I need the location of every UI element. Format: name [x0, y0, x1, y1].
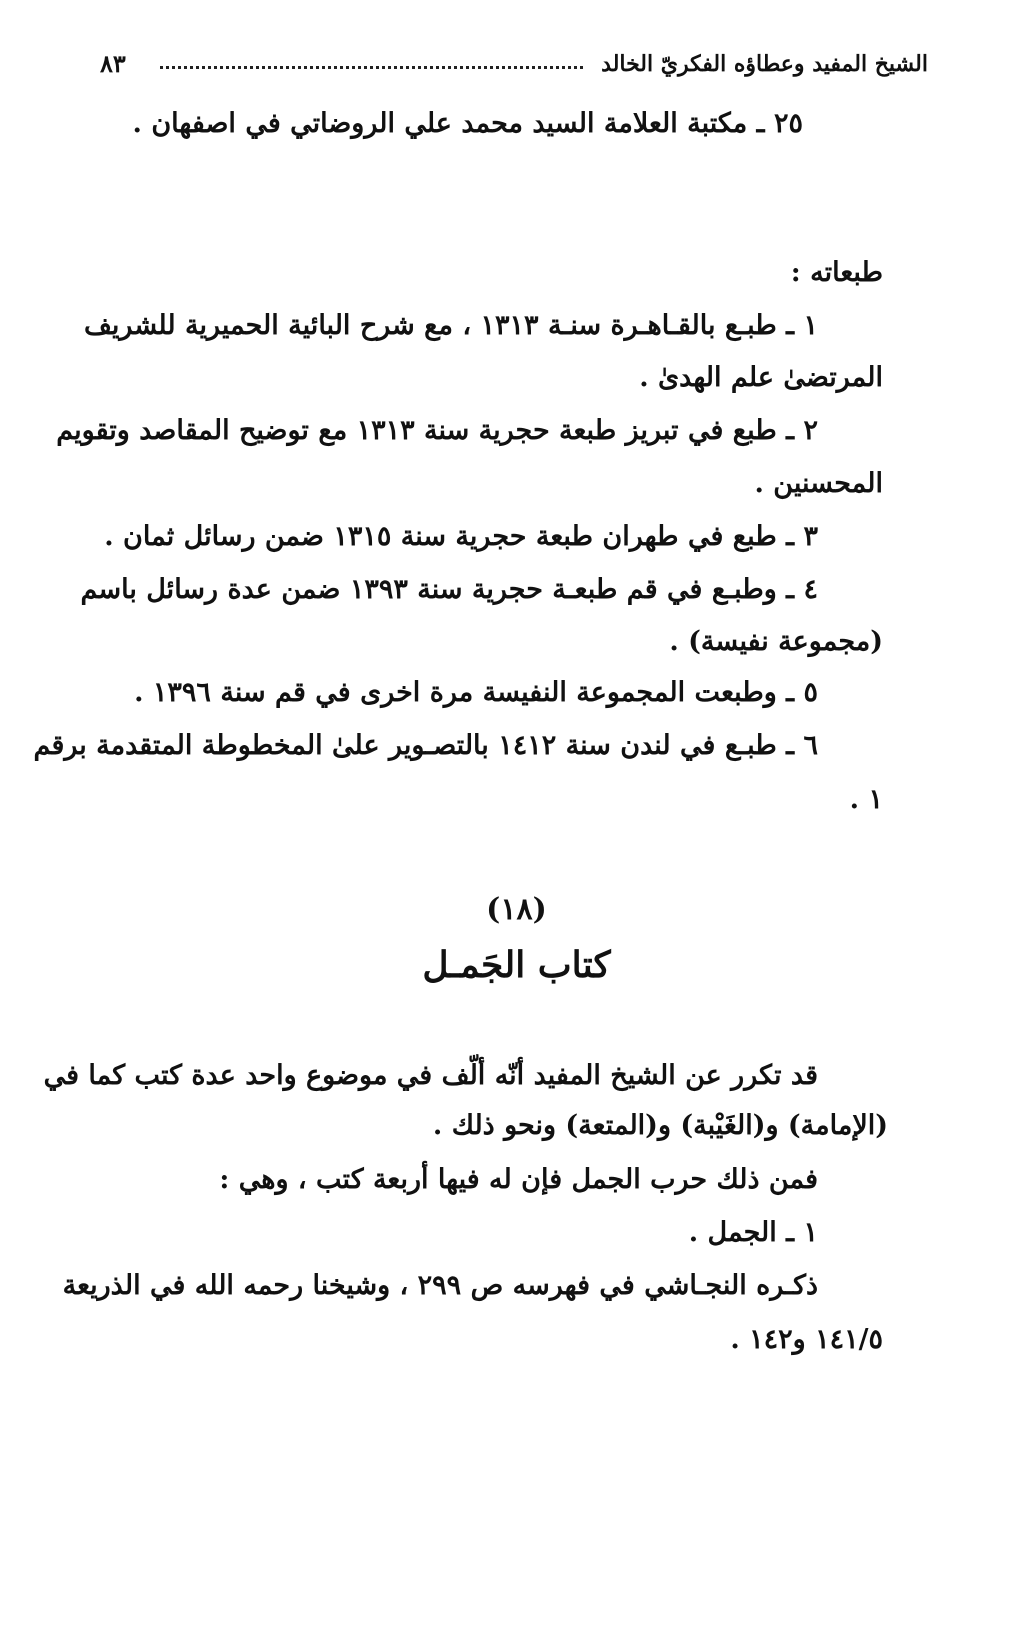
body-para-2: فمن ذلك حرب الجمل فإن له فيها أربعة كتب ، وهي : — [219, 1164, 818, 1195]
body-para-1-line-1: قد تكرر عن الشيخ المفيد أنّه ألّف في موضوع واحد عدة كتب كما في — [43, 1060, 818, 1091]
editions-heading: طبعاته : — [790, 257, 883, 288]
running-header — [100, 44, 928, 84]
library-item-25: ٢٥ ـ مكتبة العلامة السيد محمد علي الروضاتي في اصفهان . — [132, 108, 803, 139]
edition-item-1-line-1: ١ ـ طبـع بالقـاهـرة سنـة ١٣١٣ ، مع شرح البائية الحميرية للشريف — [83, 310, 818, 341]
edition-item-1-line-2: المرتضىٰ علم الهدىٰ . — [639, 362, 883, 393]
body-item-1: ١ ـ الجمل . — [688, 1217, 818, 1248]
header-dot-leader — [160, 66, 583, 69]
edition-item-4-line-2: (مجموعة نفيسة) . — [669, 626, 883, 657]
section-title: كتاب الجَمـل — [422, 944, 611, 986]
edition-item-4-line-1: ٤ ـ وطبـع في قم طبعـة حجرية سنة ١٣٩٣ ضمن عدة رسائل باسم — [80, 574, 818, 605]
body-para-3-line-2: ١٤١/٥ و١٤٢ . — [730, 1324, 883, 1355]
edition-item-3: ٣ ـ طبع في طهران طبعة حجرية سنة ١٣١٥ ضمن رسائل ثمان . — [104, 521, 818, 552]
body-para-1-line-2: (الإمامة) و(الغَيْبة) و(المتعة) ونحو ذلك . — [432, 1110, 888, 1141]
page-number: ٨٣ — [100, 49, 126, 78]
running-header-title: الشيخ المفيد وعطاؤه الفكريّ الخالد — [601, 51, 928, 77]
edition-item-5: ٥ ـ وطبعت المجموعة النفيسة مرة اخرى في قم سنة ١٣٩٦ . — [134, 677, 818, 708]
section-number: (١٨) — [486, 892, 547, 927]
edition-item-6-line-2: ١ . — [849, 784, 883, 815]
edition-item-6-line-1: ٦ ـ طبـع في لندن سنة ١٤١٢ بالتصـوير علىٰ المخطوطة المتقدمة برقم — [33, 730, 818, 761]
body-para-3-line-1: ذكـره النجـاشي في فهرسه ص ٢٩٩ ، وشيخنا رحمه الله في الذريعة — [62, 1270, 818, 1301]
edition-item-2-line-1: ٢ ـ طبع في تبريز طبعة حجرية سنة ١٣١٣ مع توضيح المقاصد وتقويم — [56, 415, 818, 446]
edition-item-2-line-2: المحسنين . — [754, 468, 883, 499]
